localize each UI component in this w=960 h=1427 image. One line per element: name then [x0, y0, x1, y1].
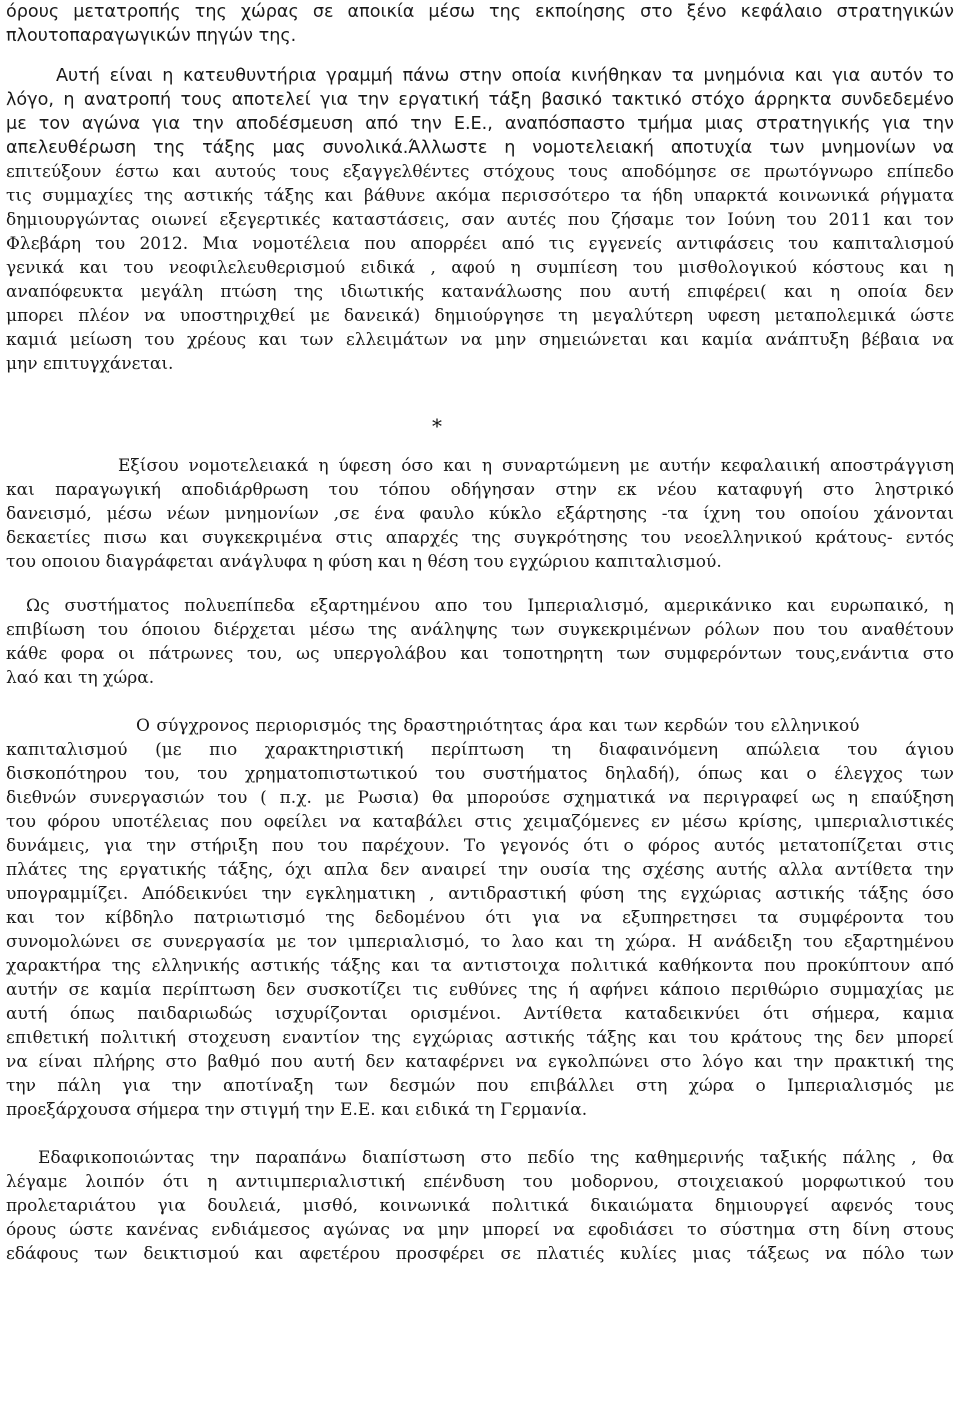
text-line: δανεισμό, μέσω νέων μνημονίων ,σε ένα φαυλο κύκλο εξάρτησης -τα ίχνη του οποίου χάνονται — [6, 504, 954, 524]
text-line: δεκαετίες πισω και συγκεκριμένα στις απαρχές της συγκρότησης του νεοελληνικού κράτους- εντός — [6, 528, 954, 548]
text-line: αυτήν σε καμία περίπτωση δεν συσκοτίζει τις ευθύνες της ή αφήνει κάποιο περιθώριο συμμαχίας με — [6, 980, 954, 1000]
text-line: λέγαμε λοιπόν ότι η αντιιμπεριαλιστική επένδυση του μοδορνου, στοιχειακού μορφωτικού του — [6, 1172, 954, 1192]
text-line: απελευθέρωση της τάξης μας συνολικά.Άλλωστε η νομοτελειακή αποτυχία των μνημονίων να — [6, 138, 954, 158]
text-line: χαρακτήρα της ελληνικής αστικής τάξης και τα αντιστοιχα πολιτικά καθήκοντα που προκύπτουν από — [6, 956, 954, 976]
text-line: μπορει πλέον να υποστηριχθεί με δανεικά) δημιούργησε τη μεγαλύτερη υφεση μεταπολεμικά ώστε — [6, 306, 954, 326]
text-line: του φόρου υποτέλειας που οφείλει να καταβάλει στις χειμαζόμενες εν μέσω κρίσης, ιμπεριαλιστικές — [6, 812, 954, 832]
text-line: πλουτοπαραγωγικών πηγών της. — [6, 26, 297, 46]
text-line: όρους ώστε κανένας ενδιάμεσος αγώνας να μην μπορεί να εφοδιάσει το σύστημα στη δίνη στους — [6, 1220, 954, 1240]
text-line: υπογραμμίζει. Απόδεικνύει την εγκληματικη , αντιδραστική φύση της εγχώριας αστικής τάξης όσο — [6, 884, 954, 904]
text-line: κάθε φορα οι πάτρωνες του, ως υπεργολάβου και τοποτηρητη των συμφερόντων τους,ενάντια στο — [6, 644, 954, 664]
text-line: Εδαφικοποιώντας την παραπάνω διαπίστωση στο πεδίο της καθημερινής ταξικής πάλης , θα — [38, 1148, 954, 1168]
text-line: δυνάμεις, για την στήριξη που του παρέχουν. Το γεγονός ότι ο φόρος αυτός μετατοπίζεται στις — [6, 836, 954, 856]
text-line: του οποιου διαγράφεται ανάγλυφα η φύση και η θέση του εγχώριου καπιταλισμού. — [6, 552, 722, 572]
text-line: και τον κίβδηλο πατριωτισμό της δεδομένου ότι για να εξυπηρετησει τα συμφέροντα του — [6, 908, 954, 928]
text-line: Αυτή είναι η κατευθυντήρια γραμμή πάνω στην οποία κινήθηκαν τα μνημόνια και για αυτόν το — [56, 66, 954, 86]
text-line: επιτεύξουν έστω και αυτούς τους εξαγγελθέντες στόχους τους αποδόμησε σε πρωτόγνωρο επίπεδο — [6, 162, 954, 182]
text-line: προεξάρχουσα σήμερα την στιγμή την Ε.Ε. και ειδικά τη Γερμανία. — [6, 1100, 588, 1120]
text-line: αναπόφευκτα μεγάλη πτώση της ιδιωτικής κατανάλωσης που αυτή επιφέρει( και η οποία δεν — [6, 282, 954, 302]
text-line: εδάφους των δεικτισμού και αφετέρου προσφέρει σε πλατιές κυλίες μιας τάξεως να πόλο των — [6, 1244, 954, 1264]
text-line: καπιταλισμού (με πιο χαρακτηριστική περίπτωση τη διαφαινόμενη απώλεια του άγιου — [6, 740, 954, 760]
text-line: Ως συστήματος πολυεπίπεδα εξαρτημένου απο του Ιμπεριαλισμό, αμερικάνικο και ευρωπαικό, η — [26, 596, 954, 616]
text-line: τις συμμαχίες της αστικής τάξης και βάθυνε ακόμα περισσότερο τα ήδη υπαρκτά κοινωνικά ρήγματα — [6, 186, 954, 206]
text-line: Ο σύγχρονος περιορισμός της δραστηριότητας άρα και των κερδών του ελληνικού — [136, 716, 860, 736]
text-line: την πάλη για την αποτίναξη των δεσμών που επιβάλλει στη χώρα ο Ιμπεριαλισμός με — [6, 1076, 954, 1096]
text-line: λαό και τη χώρα. — [6, 668, 155, 688]
text-line: Εξίσου νομοτελειακά η ύφεση όσο και η συναρτώμενη με αυτήν κεφαλαιική αποστράγγιση — [118, 456, 954, 476]
text-line: λόγο, η ανατροπή τους αποτελεί για την εργατική τάξη βασικό τακτικό στόχο άρρηκτα συνδεδεμένο — [6, 90, 954, 110]
text-line: όρους μετατροπής της χώρας σε αποικία μέσω της εκποίησης στο ξένο κεφάλαιο στρατηγικών — [6, 2, 954, 22]
text-line: και παραγωγική αποδιάρθρωση του τόπου οδήγησαν στην εκ νέου καταφυγή στο ληστρικό — [6, 480, 954, 500]
text-line: δημιουργώντας οιωνεί εξεγερτικές καταστάσεις, σαν αυτές που ζήσαμε τον Ιούνη του 2011 και τον — [6, 210, 954, 230]
section-separator: * — [432, 414, 442, 438]
text-line: προλεταριάτου για δουλειά, μισθό, κοινωνικά πολιτικά δικαιώματα δημιουργεί αφενός τους — [6, 1196, 954, 1216]
text-line: δισκοπότηρου του, του χρηματοπιστωτικού του συστήματος δηλαδή), όπως και ο έλεγχος των — [6, 764, 954, 784]
text-line: γενικά και του νεοφιλελευθερισμού ειδικά , αφού η συμπίεση του μισθολογικού κόστους και η — [6, 258, 954, 278]
text-line: επιθετική πολιτική στοχευση εναντίον της εγχώριας αστικής τάξης και του κράτους της δεν μπορεί — [6, 1028, 954, 1048]
text-line: αυτή όπως παιδαριωδώς ισχυρίζονται ορισμένοι. Αντίθετα καταδεικνύει ότι σήμερα, καμια — [6, 1004, 954, 1024]
text-line: συνομολώνει σε συνεργασία με τον ιμπεριαλισμό, το λαο και τη χώρα. Η ανάδειξη του εξαρτημένου — [6, 932, 954, 952]
text-line: καμιά μείωση του χρέους και των ελλειμάτων να μην σημειώνεται και καμία ανάπτυξη βέβαια να — [6, 330, 954, 350]
text-line: Φλεβάρη του 2012. Μια νομοτέλεια που απορρέει από τις εγγενείς αντιφάσεις του καπιταλισμού — [6, 234, 954, 254]
text-line: επιβίωση του όποιου διέρχεται μέσω της ανάληψης των συγκεκριμένων ρόλων που του αναθέτουν — [6, 620, 954, 640]
text-line: πλάτες της εργατικής τάξης, όχι απλα δεν αναιρεί την ουσία της σχέσης αυτής αλλα αντίθετα την — [6, 860, 954, 880]
text-line: διεθνών συνεργασιών του ( π.χ. με Ρωσια) θα μπορούσε σχηματικά να περιγραφεί ως η επαύξηση — [6, 788, 954, 808]
text-line: να είναι πλήρης στο βαθμό που αυτή δεν καταφέρνει να εγκολπώνει στο λόγο και την πρακτική της — [6, 1052, 954, 1072]
text-line: μην επιτυγχάνεται. — [6, 354, 174, 374]
text-line: με τον αγώνα για την αποδέσμευση από την Ε.Ε., αναπόσπαστο τμήμα μιας στρατηγικής για την — [6, 114, 954, 134]
